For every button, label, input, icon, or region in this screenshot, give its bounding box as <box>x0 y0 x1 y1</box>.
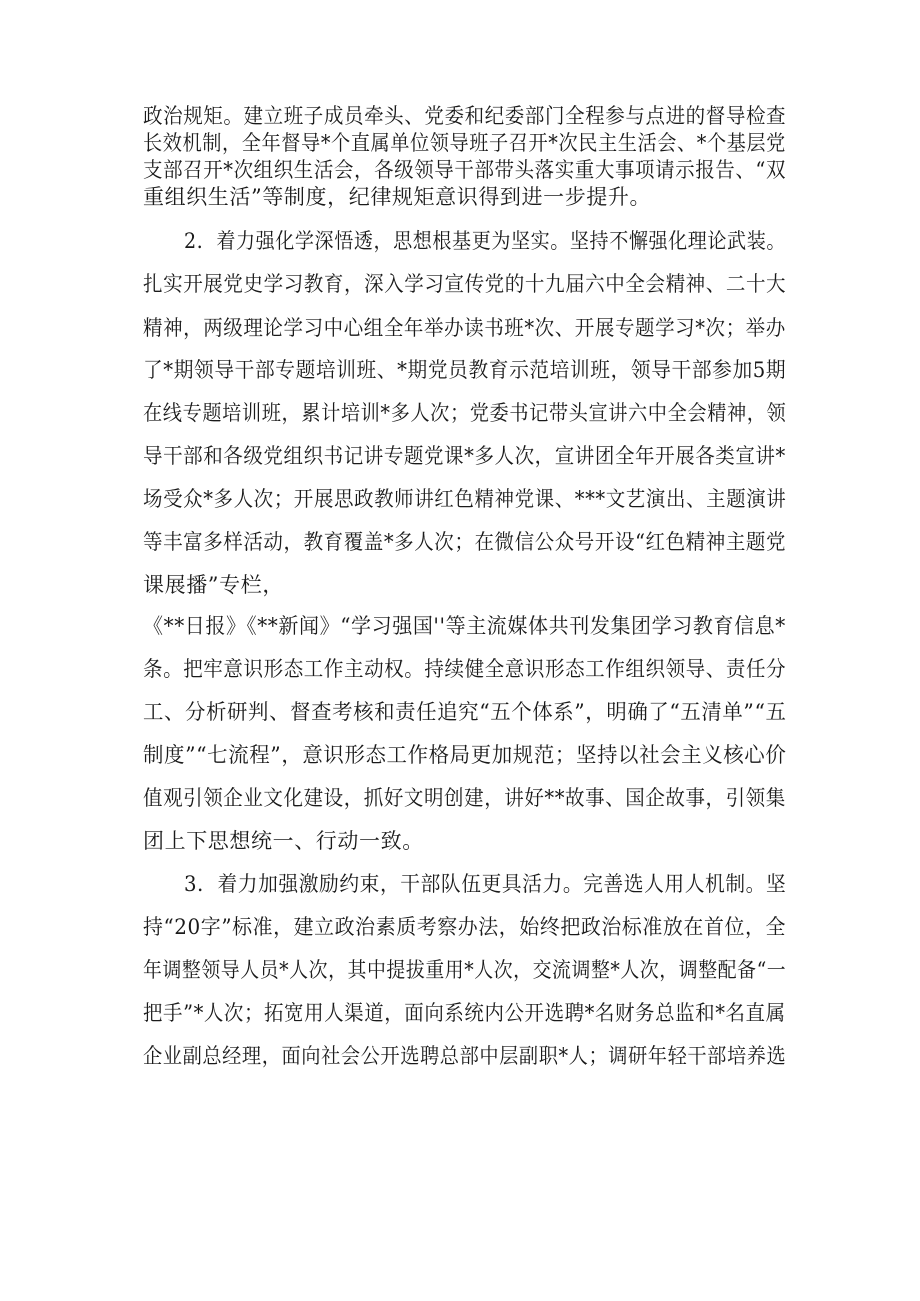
text-line: 工、分析研判、督查考核和责任追究“五个体系”，明确了“五清单”“五 <box>143 700 787 724</box>
text-line: 在线专题培训班，累计培训*多人次；党委书记带头宣讲六中全会精神，领 <box>143 401 787 425</box>
text-line: 重组织生活”等制度，纪律规矩意识得到进一步提升。 <box>143 185 652 209</box>
text-line: 政治规矩。建立班子成员牵头、党委和纪委部门全程参与点进的督导检查 <box>143 104 787 128</box>
text-line: 长效机制，全年督导*个直属单位领导班子召开*次民主生活会、*个基层党 <box>143 131 786 155</box>
text-line: 值观引领企业文化建设，抓好文明创建，讲好**故事、国企故事，引领集 <box>143 786 786 810</box>
text-line: 等丰富多样活动，教育覆盖*多人次；在微信公众号开设“红色精神主题党 <box>143 530 787 554</box>
text-line: 导干部和各级党组织书记讲专题党课*多人次，宣讲团全年开展各类宣讲* <box>143 444 786 468</box>
text-line: 条。把牢意识形态工作主动权。持续健全意识形态工作组织领导、责任分 <box>143 657 787 681</box>
text-line: 企业副总经理，面向社会公开选聘总部中层副职*人；调研年轻干部培养选 <box>143 1044 787 1068</box>
text-line: 《**日报》《**新闻》“学习强国''等主流媒体共刊发集团学习教育信息* <box>143 614 786 638</box>
text-line: 制度”“七流程”，意识形态工作格局更加规范；坚持以社会主义核心价 <box>143 743 787 767</box>
paragraph-heading: 3．着力加强激励约束，干部队伍更具活力。完善选人用人机制。坚 <box>184 872 787 896</box>
text-line: 团上下思想统一、行动一致。 <box>143 829 424 853</box>
text-line: 精神，两级理论学习中心组全年举办读书班*次、开展专题学习*次；举办 <box>143 316 786 340</box>
text-line: 场受众*多人次；开展思政教师讲红色精神党课、***文艺演出、主题演讲 <box>143 487 787 511</box>
text-line: 了*期领导干部专题培训班、*期党员教育示范培训班，领导干部参加5期 <box>143 358 787 382</box>
text-line: 年调整领导人员*人次，其中提拔重用*人次，交流调整*人次，调整配备“一 <box>143 958 787 982</box>
paragraph-heading: 2．着力强化学深悟透，思想根基更为坚实。坚持不懈强化理论武装。 <box>184 229 786 253</box>
text-line: 支部召开*次组织生活会，各级领导干部带头落实重大事项请示报告、“双 <box>143 158 787 182</box>
text-line: 扎实开展党史学习教育，深入学习宣传党的十九届六中全会精神、二十大 <box>143 272 787 296</box>
text-line: 课展播”专栏， <box>143 573 284 597</box>
text-line: 持“20字”标准，建立政治素质考察办法，始终把政治标准放在首位，全 <box>143 915 787 939</box>
text-line: 把手”*人次；拓宽用人渠道，面向系统内公开选聘*名财务总监和*名直属 <box>143 1001 786 1025</box>
